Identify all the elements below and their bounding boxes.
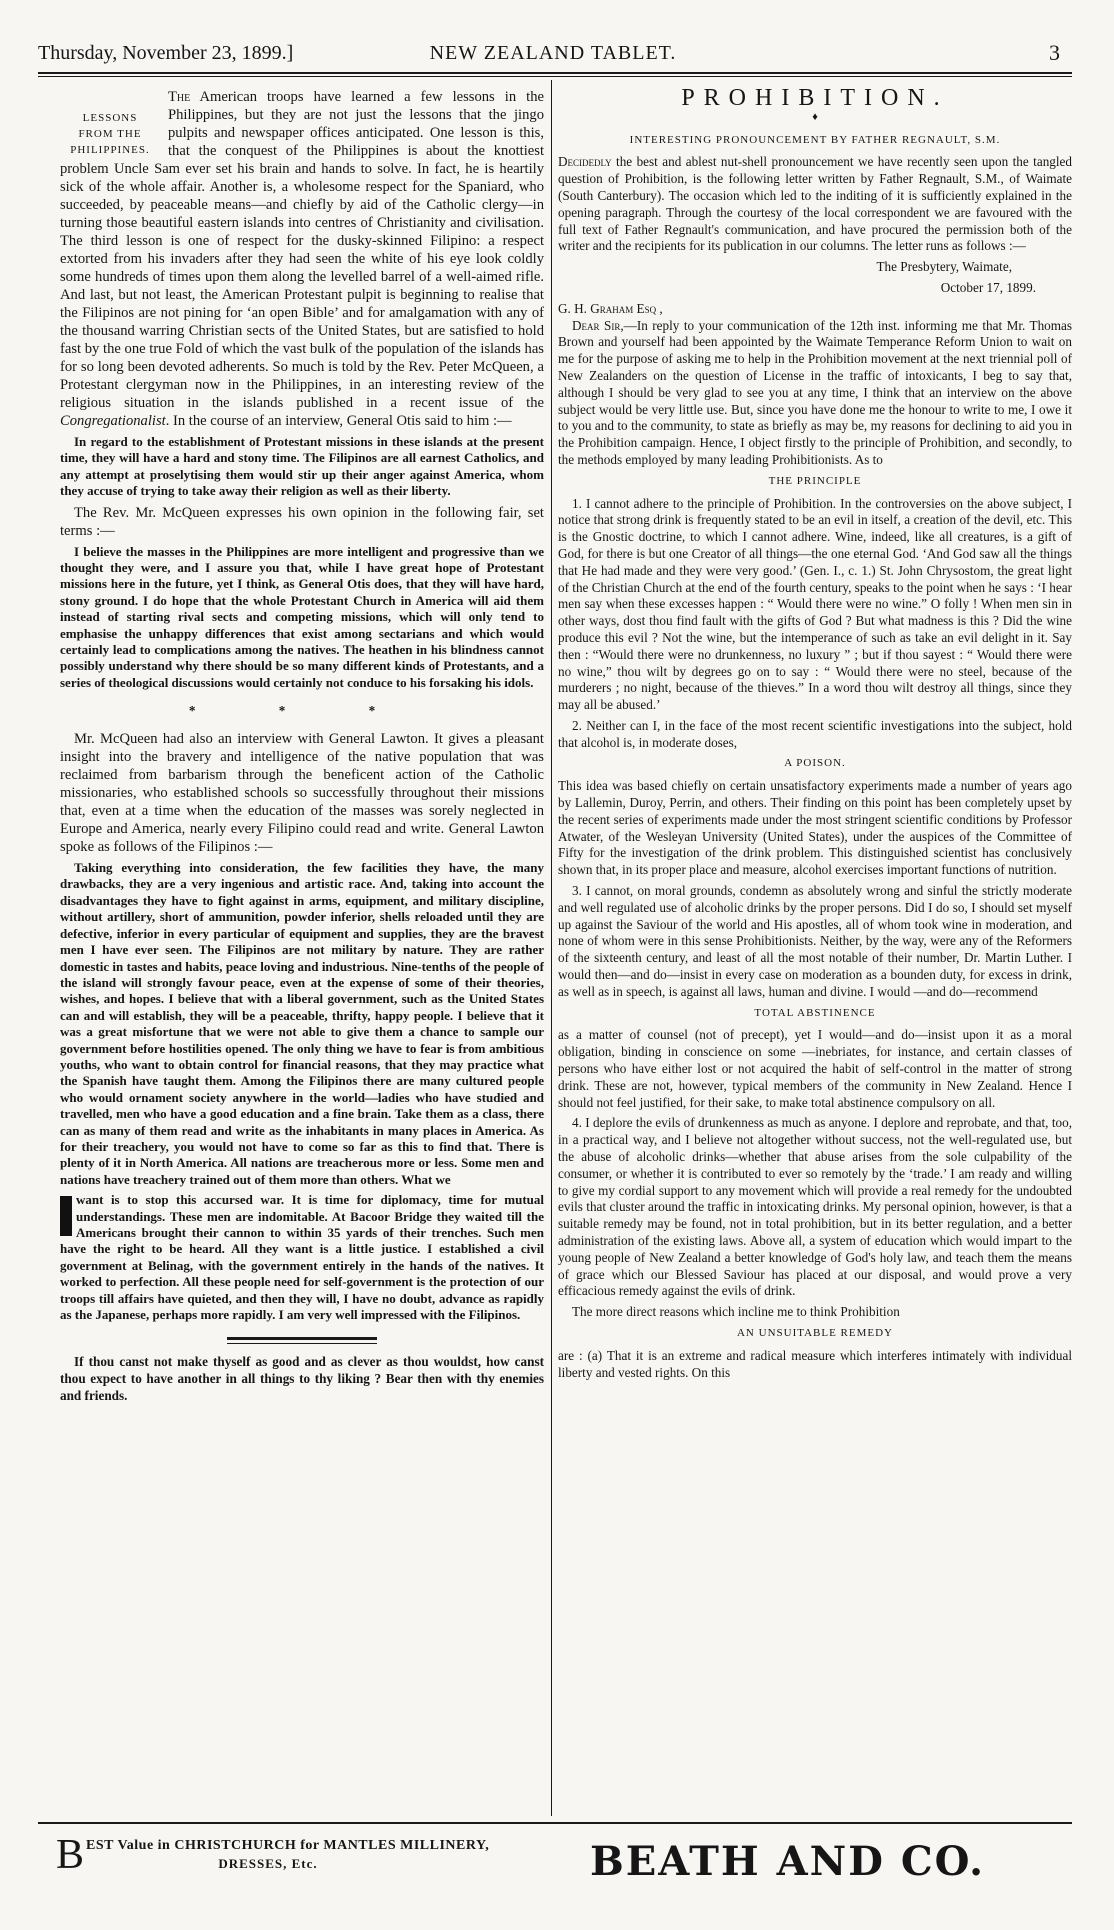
sidenote-line: FROM THE xyxy=(78,128,142,140)
letter-date: October 17, 1899. xyxy=(940,279,1036,295)
column-divider xyxy=(551,80,552,1816)
header-date: Thursday, November 23, 1899.] xyxy=(38,42,294,64)
article-subtitle: INTERESTING PRONOUNCEMENT BY FATHER REGNAULT, S.M. xyxy=(629,133,1001,146)
header-rule xyxy=(38,72,1072,74)
right-column xyxy=(558,88,1072,1808)
point-four: 4. I deplore the evils of drunkenness as much as anyone. I deplore and reprobate, and that, too, in a practical way, and I believe not altogether without success, not the well-regulated use, but the abuse of alcoholic drinks—whether that abuse arises from the sole culpability of the consumer, or whether it is contributed to ever so remotely by the ‘trade.’ I am ready and willing to give my cordial support to any movement which will provide a real remedy for the undoubted evils that cluster around the traffic in intoxicating drinks. My personal opinion, however, is that a suitable remedy may be found, not in total prohibition, but in its better regulation, and a better administration of the existing laws. Above all, a system of education which would impart to the young people of New Zealand a better knowledge of God's holy law, and teach them the means of grace which our Blessed Saviour has placed at our disposal, and would prove a very efficacious remedy against the evils of drink. xyxy=(558,1115,1072,1299)
intro-text: American troops have learned a few lessons in the Philippines, but they are not just the lessons that the jingo pulpits and newspaper offices anticipated. One lesson is this, that the conquest of the Philippines is about the knottiest problem Uncle Sam ever set his brain and hands to solve. In fact, he is heartily sick of the whole affair. Another is, a wholesome respect for the Spaniard, who succeeded, by peaceable means—and chiefly by aid of the Catholic clergy—in turning those beautiful eastern islands into centres of Christianity and civilisation. The third lesson is one of respect for the dusky-skinned Filipino: a respect extorted from his invaders after they had seen the white of his eye look coldly some hundreds of times upon them along the levelled barrel of a well-aimed rifle. And last, but not least, the American Protestant pulpit is beginning to realise that the Filipinos are not pining for ‘an open Bible’ and for amalgamation with any of the thousand warring Christian sects of the United States, but are satisfied to hold fast by the one true Fold of which the vast bulk of the population of the islands has for so long been devoted adherents. So much is told by the Rev. Peter McQueen, a Protestant clergyman now in the Philippines, in an interesting review of the religious situation in the islands published in a recent issue of the xyxy=(60,89,544,411)
otis-quote: In regard to the establishment of Protestant missions in these islands at the present time, they will have a hard and stony time. The Filipinos are all earnest Catholics, and any attempt at proselytising them would stir up their anger against America, whom they accuse of trying to take away their religion as well as their liberty. xyxy=(60,434,544,499)
title-ornament: ♦ xyxy=(812,110,818,123)
heading-principle: THE PRINCIPLE xyxy=(768,474,862,487)
sidenote-heading xyxy=(60,110,160,158)
closing-maxim: If thou canst not make thyself as good and as clever as thou wouldst, how canst thou expect to have another in all things to thy liking ? Bear then with thy enemies and friends. xyxy=(60,1354,544,1404)
lawton-quote: Taking everything into consideration, the few facilities they have, the many drawbacks, they are a very ingenious and artistic race. And, taking into account the disadvantages they have to fight against in arms, equipment, and military discipline, without artillery, short of ammunition, powder inferior, shells reloaded until they are defective, inferior in every particular of equipment and supplies, they are the bravest men I have ever seen. The Filipinos are not military by nature. They are rather domestic in tastes and habits, peace loving and industrious. Nine-tenths of the people of the island will strongly favour peace, even at the expense of some of their theories, wishes, and hopes. I believe that with a liberal government, such as the United States can and will establish, they will be a peaceable, thrifty, happy people. I believe that it was a great misfortune that we were not able to give them a chance to sample our government before hostilities opened. The only thing we have to fear is from ambitious youths, who want to obtain control for financial reasons, that they may practice what the Spanish have taught them. Among the Filipinos there are many cultured people who would ornament society anywhere in the world—ladies who have studied and travelled, men who have a good education and a fine brain. Take them as a class, there can as many of them read and write as the inhabitants in many places in America. As for their treachery, you would not have to come so far as this to find that. There is plenty of it in North America. All nations are treacherous more or less. Some men and nations have treachery trained out of them more than others. What we xyxy=(60,860,544,1187)
company-name: BEATH AND CO. xyxy=(590,1838,986,1885)
intro-text: the best and ablest nut-shell pronouncement we have recently seen upon the tangled question of Prohibition, is the following letter written by Father Regnault, S.M., of Waimate (South Canterbury). The occasion which led to the inditing of it is sufficiently explained in the opening paragraph. Through the courtesy of the local correspondent we are favoured with the full text of Father Regnault's communication, and have procured the permission both of the writer and the recipients for its publication in our columns. The letter runs as follows :— xyxy=(558,154,1072,254)
ad-line-one: EST Value in CHRISTCHURCH for MANTLES MILLINERY, xyxy=(86,1838,490,1853)
header-page-number: 3 xyxy=(1049,40,1060,65)
ad-line-two: DRESSES, Etc. xyxy=(218,1856,318,1871)
salutation: Dear Sir, xyxy=(572,317,624,333)
double-rule-ornament xyxy=(227,1337,377,1344)
left-column xyxy=(60,88,544,1808)
lawton-paragraph: Mr. McQueen had also an interview with General Lawton. It gives a pleasant insight into the bravery and intelligence of the native population that was reclaimed from barbarism through the beneficent action of the Catholic missionaries, who established schools so successfully throughout their missions that, even at a time when the education of the masses was sorely neglected in Europe and America, nearly every Filipino could read and write. General Lawton spoke as follows of the Filipinos :— xyxy=(60,731,544,856)
sidenote-line: PHILIPPINES. xyxy=(70,144,150,156)
drop-cap-mark xyxy=(60,1196,72,1236)
article-intro xyxy=(558,154,1072,255)
sidenote-line: LESSONS xyxy=(82,112,138,124)
point-five-continued: are : (a) That it is an extreme and radical measure which interferes intimately with individual liberty and vested rights. On this xyxy=(558,1347,1072,1380)
heading-total-abstinence: TOTAL ABSTINENCE xyxy=(754,1006,876,1019)
mcqueen-quote: I believe the masses in the Philippines are more intelligent and progressive than we thought they were, and I assure you that, while I have great hope of Protestant missions here in the future, yet I think, as General Otis does, that they will have hard, stony ground. I do hope that the whole Protestant Church in America will aid them instead of starting rival sects and competing missions, which will only tend to emphasise the unhappy differences that exist among sectarians and which would certainly lead to complications among the natives. The heathen in his blindness cannot possibly understand why there should be so many different kinds of Protestants, and a series of theological discussions would certainly not conduce to his forsaking his idols. xyxy=(60,543,544,690)
letter-text: —In reply to your communication of the 12th inst. informing me that Mr. Thomas Brown and yourself had been appointed by the Waimate Temperance Reform Union to wait on me for the purpose of asking me to help in the Prohibition movement at the next triennial poll of New Zealanders on the question of License in the traffic of intoxicants, I beg to say that, although I should be very glad to see you at any time, I think that an interview on the above subject would be very little use. But, since you have done me the honour to write to me, I owe it to you and to the community, to state as briefly as may be, my reasons for declining to aid you in the Prohibition campaign. Hence, I object firstly to the principle of Prohibition, and secondly, to the methods employed by many leading Prohibitionists. As to xyxy=(558,317,1072,467)
point-one: 1. I cannot adhere to the principle of Prohibition. In the controversies on the above subject, I notice that strong drink is frequently stated to be an evil in itself, a creation of the devil, etc. This is the Gnostic doctrine, to which I cannot adhere. Wine, indeed, like all creatures, is a gift of God, for there is but one Creator of all things—the one eternal God. ‘And God saw all the things that He had made and they were very good.’ (Gen. I., c. 1.) St. John Chrysostom, the great light of the Christian Church at the end of the fourth century, speaks to the point when he says : ‘I hear men say when these excesses happen : “ Would there were no wine.” O folly ! When men sin in other ways, dost thou find fault with the gifts of God ? But what madness is this ? Did the wine produce this evil ? Not the wine, but the intemperance of such as take an evil delight in it. Say then : “Would there were no drunkenness, no luxury ” ; but if thou sayest : “ Would there were no wine,” thou wilt by degrees go on to say : “ Would there were no steel, because of the murderers ; no night, because of the thieves.” In a word thou wilt destroy all things, since they may all be abused.’ xyxy=(558,495,1072,713)
point-two-continued: This idea was based chiefly on certain unsatisfactory experiments made a number of years ago by Lallemin, Duroy, Perrin, and others. Their finding on this point has been completely upset by the recent series of experiments made under the most stringent scientific conditions by Professor Atwater, of the Wesleyan University (United States), under the auspices of the Committee of Fifty for the investigation of the drink problem. This distinguished scientist has conclusively shown that, in its proper place and measure, alcohol exercises important functions of nutrition. xyxy=(558,778,1072,878)
header-rule-thin xyxy=(38,76,1072,77)
letter-opening xyxy=(558,318,1072,469)
letter-recipient: G. H. Graham Esq , xyxy=(558,300,663,316)
ad-initial: B xyxy=(56,1832,85,1878)
point-two: 2. Neither can I, in the face of the most recent scientific investigations into the subject, hold that alcohol is, in moderate doses, xyxy=(558,717,1072,750)
intro-first-word: Decidedly xyxy=(558,154,612,170)
heading-poison: A POISON. xyxy=(784,757,846,770)
publication-name: Congregationalist xyxy=(60,413,166,429)
point-three: 3. I cannot, on moral grounds, condemn as absolutely wrong and sinful the strictly moderate and well regulated use of alcoholic drinks by the proper persons. Did I do so, I should set myself up against the Saviour of the world and His apostles, all of whom took wine in moderation, and none of whom were in this sense Prohibitionists. Neither, by the way, were any of the Reformers of the sixteenth century, and least of all the most notable of their number, Dr. Martin Luther. I would then—and do—insist in every case on moderation as a bounden duty, for excess in drink, as well as in speech, is against all laws, human and divine. I would —and do—recommend xyxy=(558,883,1072,999)
lessons-article-intro xyxy=(60,88,544,434)
point-five: The more direct reasons which incline me to think Prohibition xyxy=(572,1304,900,1320)
point-three-continued: as a matter of counsel (not of precept), yet I would—and do—insist upon it as a moral obligation, binding in conscience on some —inebriates, for instance, and certain classes of persons who have either lost or not acquired the habit of self-control in the matter of strong drink. These are not, however, typical members of the community in New Zealand. Hence I should not feel justified, for their sake, to make total abstinence compulsory on all. xyxy=(558,1027,1072,1110)
intro-tail: . In the course of an interview, General Otis said to him :— xyxy=(165,413,512,429)
letter-address: The Presbytery, Waimate, xyxy=(876,259,1012,275)
header-publication-title: NEW ZEALAND TABLET. xyxy=(429,42,677,64)
intro-first-word: The xyxy=(168,89,191,105)
mcqueen-paragraph: The Rev. Mr. McQueen expresses his own opinion in the following fair, set terms :— xyxy=(60,504,544,539)
page-header xyxy=(38,38,1068,68)
article-title: PROHIBITION. xyxy=(681,88,949,111)
section-stars: * * * xyxy=(188,703,416,719)
footer-rule xyxy=(38,1822,1072,1824)
advertisement-footer xyxy=(38,1832,1068,1902)
lawton-quote-text: want is to stop this accursed war. It is time for diplomacy, time for mutual understandings. These men are indomitable. At Bacoor Bridge they waited till the Americans brought their cannon to within 35 yards of their trenches. Such men have the right to be heard. All they want is a little justice. I established a civil government at Belinag, with the government entirely in the hands of the natives. It worked to perfection. All these people need for self-government is the protection of our troops till affairs have quieted, and then they will, I have no doubt, advance as rapidly as the Japanese, perhaps more rapidly. I am very well impressed with the Filipinos. xyxy=(60,1192,544,1323)
lawton-quote-continued xyxy=(60,1192,544,1323)
heading-unsuitable-remedy: AN UNSUITABLE REMEDY xyxy=(736,1326,893,1339)
